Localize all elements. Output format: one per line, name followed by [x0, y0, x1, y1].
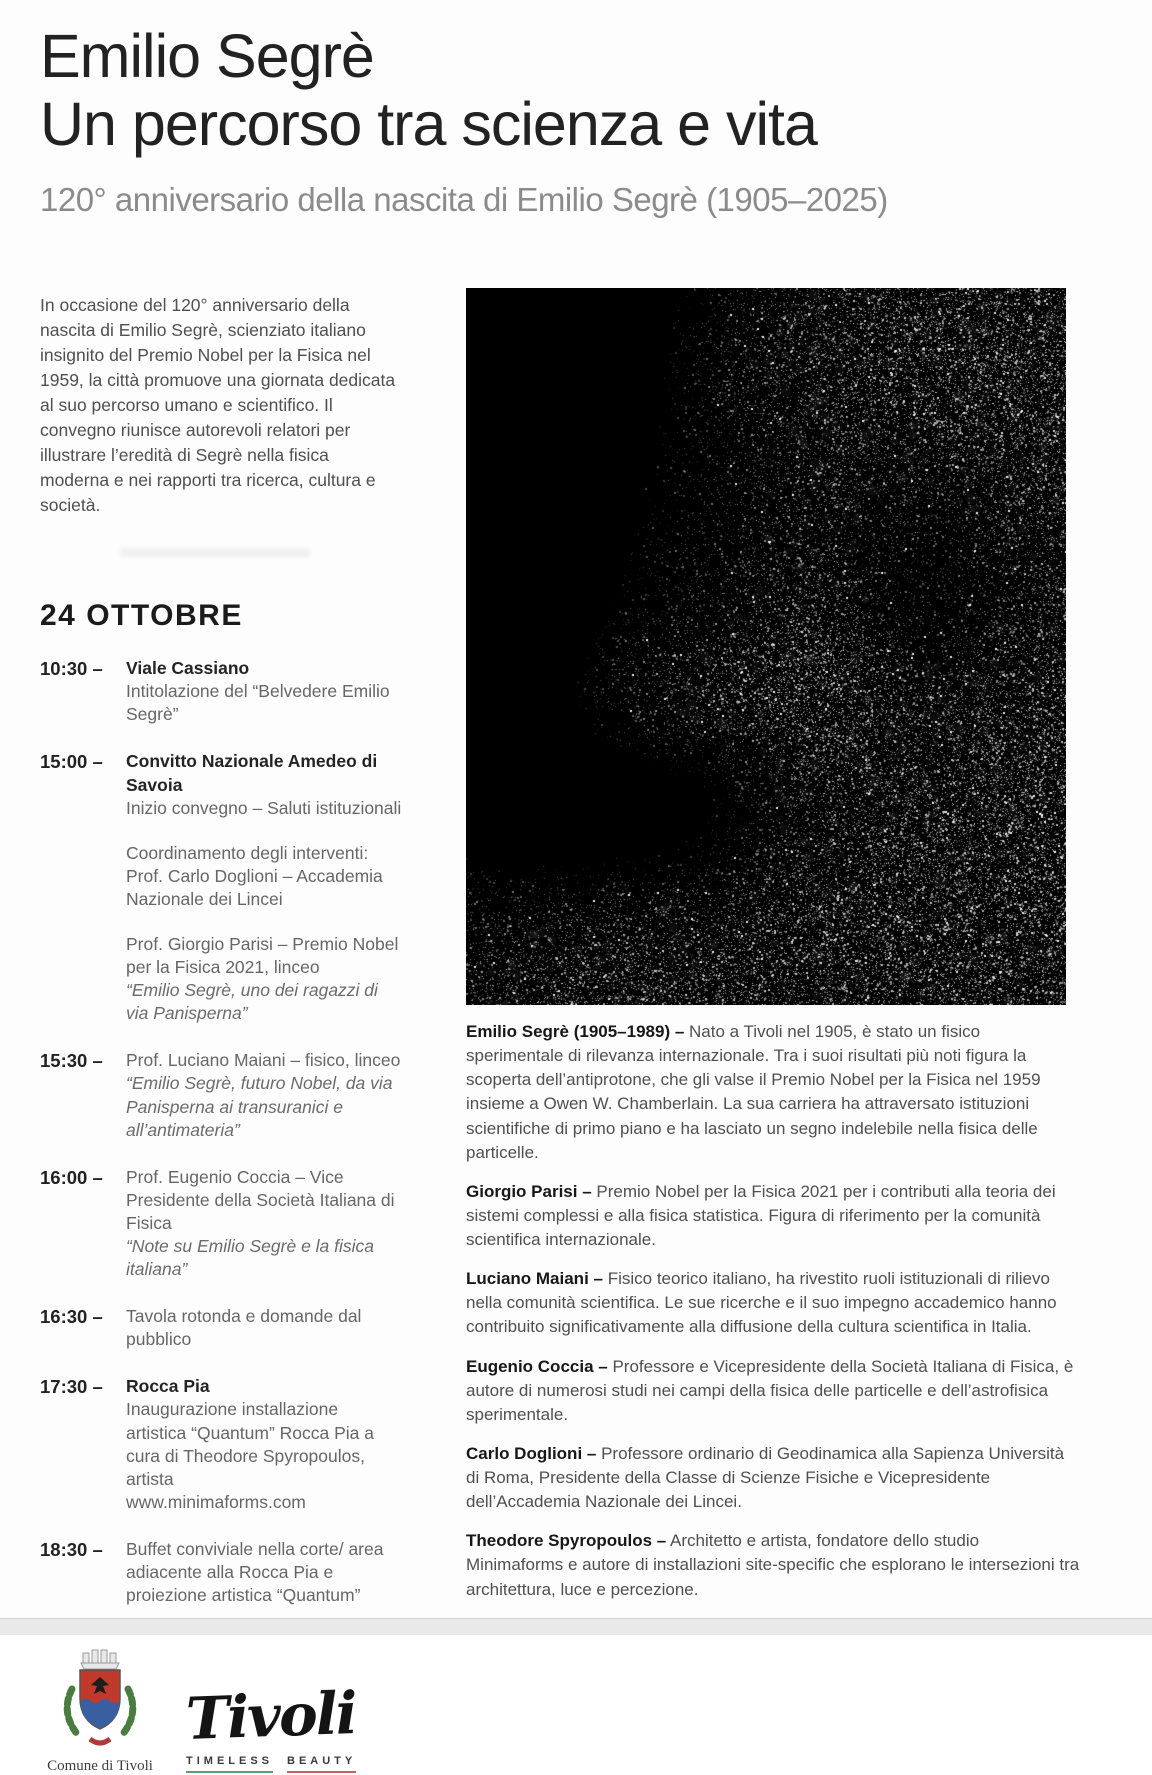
bio-name: Theodore Spyropoulos – — [466, 1531, 667, 1551]
schedule-time: 15:00 – — [40, 751, 103, 773]
schedule-venue: Rocca Pia — [126, 1376, 210, 1397]
comune-di-tivoli-logo — [40, 1643, 160, 1775]
tagline-timeless: TIMELESS — [186, 1755, 273, 1773]
bio-paragraph — [466, 1442, 1080, 1514]
bottom-scan-strip — [0, 1618, 1152, 1635]
bio-paragraph — [466, 1267, 1080, 1339]
comune-di-tivoli-crest-icon — [50, 1643, 150, 1747]
bio-paragraph — [466, 1020, 1080, 1165]
schedule-desc: Inizio convegno – Saluti istituzionali — [126, 797, 402, 818]
page-subtitle: 120° anniversario della nascita di Emilio Segrè (1905–2025) — [40, 180, 888, 218]
bio-text: Nato a Tivoli nel 1905, è stato un fisico sperimentale di rilevanza internazionale. Tra i suoi risultati più noti figura la scoperta dell’antiprotone, che gli valse il Premio Nobel per la Fisica nel 1959 insieme a Owen W. Chamberlain. La sua carriera ha attraversato istituzioni scientifiche di primo piano e ha lasciato un segno indelebile nella fisica delle particelle. — [466, 1022, 1041, 1162]
bio-text: Fisico teorico italiano, ha rivestito ruoli istituzionali di rilievo nella comunità scientifica. Le sue ricerche e il suo impegno accademico hanno contribuito significativamente alla diffusione della cultura scientifica in Italia. — [466, 1269, 1057, 1337]
tivoli-wordmark: Tivoli — [185, 1679, 358, 1754]
footer-logos — [40, 1643, 435, 1775]
bio-name: Carlo Doglioni – — [466, 1443, 597, 1463]
tagline-beauty: BEAUTY — [287, 1755, 356, 1773]
schedule-desc: Tavola rotonda e domande dal pubblico — [126, 1306, 362, 1350]
schedule-speaker: Prof. Giorgio Parisi – Premio Nobel per la Fisica 2021, linceo — [126, 933, 399, 978]
tivoli-tagline — [186, 1755, 356, 1773]
schedule-item — [40, 1375, 435, 1514]
schedule-talk-title: “Emilio Segrè, uno dei ragazzi di via Panisperna” — [126, 980, 378, 1024]
schedule-item — [40, 1538, 435, 1607]
bio-paragraph — [466, 1355, 1080, 1427]
schedule-time: 10:30 – — [40, 658, 103, 680]
schedule-speaker: Prof. Luciano Maiani – fisico, linceo — [126, 1050, 401, 1071]
bio-name: Eugenio Coccia – — [466, 1356, 608, 1376]
schedule-time: 17:30 – — [40, 1376, 103, 1398]
schedule-time: 16:00 – — [40, 1166, 103, 1188]
title-line-2: Un percorso tra scienza e vita — [40, 90, 817, 159]
header — [40, 22, 1100, 219]
schedule-talk-title: “Emilio Segrè, futuro Nobel, da via Panisperna ai transuranici e all’antimateria” — [126, 1073, 393, 1140]
page-title — [40, 22, 1100, 159]
schedule-item — [40, 657, 435, 726]
schedule-item — [40, 1166, 435, 1281]
left-column — [40, 293, 435, 1775]
tivoli-timeless-beauty-logo — [185, 1679, 358, 1775]
bio-text: Architetto e artista, fondatore dello studio Minimaforms e autore di installazioni site-specific che esplorano le intersezioni tra architettura, luce e percezione. — [466, 1531, 1080, 1599]
schedule-time: 16:30 – — [40, 1306, 103, 1328]
schedule-speaker: Prof. Eugenio Coccia – Vice Presidente della Società Italiana di Fisica — [126, 1166, 395, 1233]
schedule-item — [40, 1049, 435, 1141]
schedule-time: 15:30 – — [40, 1050, 103, 1072]
schedule-time: 18:30 – — [40, 1538, 103, 1560]
faded-text-smudge — [120, 548, 310, 557]
schedule-venue: Convitto Nazionale Amedeo di Savoia — [126, 751, 378, 795]
schedule-venue: Viale Cassiano — [126, 658, 250, 679]
particle-artwork-image — [466, 288, 1066, 1005]
bio-name: Luciano Maiani – — [466, 1269, 603, 1289]
intro-paragraph: In occasione del 120° anniversario della nascita di Emilio Segrè, scienziato italiano insignito del Premio Nobel per la Fisica nel 1959, la città promuove una giornata dedicata al suo percorso umano e scientifico. Il convegno riunisce autorevoli relatori per illustrare l’eredità di Segrè nella fisica moderna e nei rapporti tra ricerca, cultura e società. — [40, 295, 396, 516]
speaker-bios — [466, 1020, 1080, 1617]
schedule-coordination: Coordinamento degli interventi: Prof. Carlo Doglioni – Accademia Nazionale dei Lincei — [126, 842, 383, 909]
bio-text: Professore ordinario di Geodinamica alla Sapienza Università di Roma, Presidente della Classe di Scienze Fisiche e Vicepresidente dell’Accademia Nazionale dei Lincei. — [466, 1443, 1065, 1512]
schedule-desc: Intitolazione del “Belvedere Emilio Segrè” — [126, 681, 390, 725]
comune-di-tivoli-caption: Comune di Tivoli — [47, 1758, 153, 1775]
particle-artwork-canvas — [466, 288, 1066, 1005]
bio-paragraph — [466, 1180, 1080, 1252]
schedule-heading: 24 OTTOBRE — [40, 599, 243, 633]
schedule-item — [40, 1305, 435, 1351]
schedule-talk-title: “Note su Emilio Segrè e la fisica italiana” — [126, 1236, 375, 1280]
bio-name: Emilio Segrè (1905–1989) – — [466, 1022, 685, 1041]
schedule-desc: Buffet conviviale nella corte/ area adiacente alla Rocca Pia e proiezione artistica “Quantum” — [126, 1538, 384, 1606]
bio-paragraph — [466, 1529, 1080, 1601]
schedule-desc: Inaugurazione installazione artistica “Quantum” Rocca Pia a cura di Theodore Spyropoulos, artista — [126, 1399, 375, 1489]
title-line-1: Emilio Segrè — [40, 22, 374, 90]
bio-name: Giorgio Parisi – — [466, 1181, 592, 1201]
minimaforms-link[interactable]: www.minimaforms.com — [126, 1491, 306, 1512]
bio-text: Premio Nobel per la Fisica 2021 per i contributi alla teoria dei sistemi complessi e alla fisica statistica. Figura di riferimento per la comunità scientifica internazionale. — [466, 1181, 1056, 1249]
bio-text: Professore e Vicepresidente della Società Italiana di Fisica, è autore di numerosi studi nei campi della fisica delle particelle e dell’astrofisica sperimentale. — [466, 1356, 1074, 1424]
schedule-item — [40, 750, 435, 1025]
